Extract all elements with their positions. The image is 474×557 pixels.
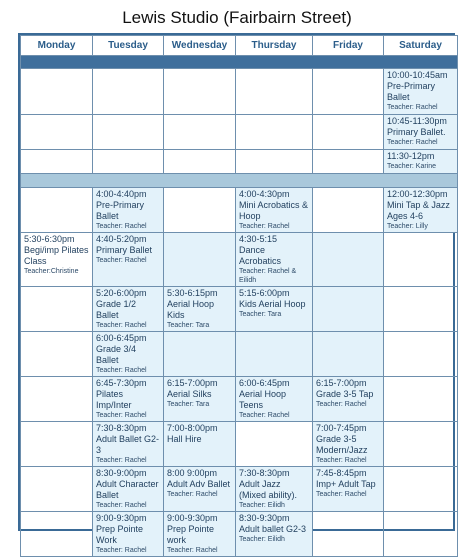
- teacher-name: Teacher: Rachel & Eilidh: [239, 268, 297, 284]
- empty-cell: [21, 287, 93, 332]
- time-slot-row: [21, 467, 458, 512]
- teacher-name: Teacher: Tara: [167, 401, 210, 408]
- empty-cell: [21, 512, 93, 557]
- class-cell-thursday: [236, 377, 313, 422]
- class-cell-friday: [313, 467, 384, 512]
- empty-cell: [236, 115, 313, 150]
- empty-cell: [21, 150, 93, 174]
- teacher-name: Teacher: Rachel: [96, 502, 147, 509]
- filled-cell: [313, 233, 384, 287]
- empty-cell: [21, 188, 93, 233]
- class-name: Aerial Hoop Teens: [239, 389, 287, 410]
- teacher-name: Teacher: Rachel: [96, 367, 147, 374]
- class-name: Kids Aerial Hoop: [239, 299, 306, 309]
- empty-cell: [384, 233, 458, 287]
- class-name: Hall Hire: [167, 434, 202, 444]
- empty-cell: [384, 512, 458, 557]
- teacher-name: Teacher: Rachel: [96, 412, 147, 419]
- class-cell-monday: [21, 233, 93, 287]
- empty-cell: [164, 150, 236, 174]
- teacher-name: Teacher: Rachel: [96, 223, 147, 230]
- empty-cell: [21, 422, 93, 467]
- class-cell-tuesday: [93, 512, 164, 557]
- class-name: Adult ballet G2-3: [239, 524, 307, 534]
- empty-cell: [313, 115, 384, 150]
- teacher-name: Teacher: Rachel: [96, 457, 147, 464]
- empty-cell: [313, 512, 384, 557]
- empty-cell: [93, 115, 164, 150]
- class-name: Pilates Imp/Inter: [96, 389, 132, 410]
- teacher-name: Teacher:Christine: [24, 268, 79, 275]
- class-name: Primary Ballet: [96, 245, 153, 255]
- class-cell-tuesday: [93, 332, 164, 377]
- page-title: Lewis Studio (Fairbairn Street): [122, 8, 352, 27]
- class-time: 10:45-11:30pm: [387, 116, 447, 126]
- timetable: [18, 33, 455, 554]
- time-slot-row: [21, 287, 458, 332]
- day-header-wednesday: Wednesday: [164, 36, 236, 56]
- empty-cell: [21, 377, 93, 422]
- class-cell-wednesday: [164, 467, 236, 512]
- class-time: 5:30-6:15pm: [167, 288, 218, 298]
- class-time: 9:00-9:30pm: [167, 513, 218, 523]
- empty-cell: [93, 69, 164, 115]
- day-header-friday: Friday: [313, 36, 384, 56]
- class-time: 11:30-12pm: [387, 151, 435, 161]
- class-cell-thursday: [236, 233, 313, 287]
- empty-cell: [21, 69, 93, 115]
- class-name: Aerial Silks: [167, 389, 212, 399]
- class-time: 4:40-5:20pm: [96, 234, 147, 244]
- class-name: Adult Adv Ballet: [167, 479, 231, 489]
- time-slot-row: [21, 150, 458, 174]
- class-name: Grade 3/4 Ballet: [96, 344, 137, 365]
- teacher-name: Teacher: Rachel: [96, 547, 147, 554]
- time-slot-row: [21, 233, 458, 287]
- class-cell-saturday: [384, 115, 458, 150]
- teacher-name: Teacher: Rachel: [96, 322, 147, 329]
- teacher-name: Teacher: Rachel: [387, 139, 438, 146]
- teacher-name: Teacher: Rachel: [239, 412, 290, 419]
- teacher-name: Teacher: Rachel: [387, 104, 438, 111]
- class-cell-tuesday: [93, 422, 164, 467]
- filled-cell: [164, 233, 236, 287]
- class-name: Prep Pointe Work: [96, 524, 144, 545]
- empty-cell: [236, 422, 313, 467]
- class-time: 5:30-6:30pm: [24, 234, 75, 244]
- class-time: 6:15-7:00pm: [167, 378, 218, 388]
- class-cell-friday: [313, 422, 384, 467]
- class-name: Pre-Primary Ballet: [387, 81, 436, 102]
- teacher-name: Teacher: Rachel: [167, 547, 218, 554]
- class-name: Mini Tap & Jazz Ages 4-6: [387, 200, 450, 221]
- filled-cell: [313, 332, 384, 377]
- class-cell-thursday: [236, 512, 313, 557]
- class-time: 6:45-7:30pm: [96, 378, 147, 388]
- section-divider: [21, 56, 458, 69]
- class-time: 6:15-7:00pm: [316, 378, 367, 388]
- day-header-thursday: Thursday: [236, 36, 313, 56]
- class-time: 8:30-9:00pm: [96, 468, 147, 478]
- class-cell-wednesday: [164, 377, 236, 422]
- empty-cell: [164, 69, 236, 115]
- section-divider: [21, 174, 458, 188]
- teacher-name: Teacher: Rachel: [316, 491, 367, 498]
- teacher-name: Teacher: Rachel: [239, 223, 290, 230]
- class-time: 7:45-8:45pm: [316, 468, 367, 478]
- empty-cell: [93, 150, 164, 174]
- teacher-name: Teacher: Eilidh: [239, 536, 285, 543]
- class-cell-thursday: [236, 188, 313, 233]
- teacher-name: Teacher: Rachel: [96, 257, 147, 264]
- class-cell-tuesday: [93, 377, 164, 422]
- class-time: 6:00-6:45pm: [96, 333, 147, 343]
- class-time: 4:30-5:15: [239, 234, 278, 244]
- class-time: 4:00-4:30pm: [239, 189, 290, 199]
- class-time: 8:00 9:00pm: [167, 468, 218, 478]
- class-cell-wednesday: [164, 422, 236, 467]
- class-name: Mini Acrobatics & Hoop: [239, 200, 309, 221]
- teacher-name: Teacher: Karine: [387, 163, 437, 170]
- class-time: 8:30-9:30pm: [239, 513, 290, 523]
- day-header-monday: Monday: [21, 36, 93, 56]
- teacher-name: Teacher: Rachel: [316, 401, 367, 408]
- empty-cell: [384, 332, 458, 377]
- class-name: Grade 1/2 Ballet: [96, 299, 137, 320]
- class-name: Adult Ballet G2-3: [96, 434, 160, 455]
- class-name: Imp+ Adult Tap: [316, 479, 376, 489]
- time-slot-row: [21, 512, 458, 557]
- class-time: 5:15-6:00pm: [239, 288, 290, 298]
- class-time: 7:00-8:00pm: [167, 423, 218, 433]
- empty-cell: [164, 115, 236, 150]
- class-time: 5:20-6:00pm: [96, 288, 147, 298]
- class-cell-wednesday: [164, 287, 236, 332]
- class-name: Adult Jazz (Mixed ability).: [239, 479, 298, 500]
- time-slot-row: [21, 115, 458, 150]
- class-cell-wednesday: [164, 512, 236, 557]
- empty-cell: [384, 287, 458, 332]
- empty-cell: [384, 422, 458, 467]
- class-cell-thursday: [236, 467, 313, 512]
- class-name: Adult Character Ballet: [96, 479, 159, 500]
- teacher-name: Teacher: Eilidh: [239, 502, 285, 509]
- class-cell-tuesday: [93, 188, 164, 233]
- class-name: Prep Pointe work: [167, 524, 215, 545]
- empty-cell: [21, 115, 93, 150]
- teacher-name: Teacher: Lilly: [387, 223, 428, 230]
- teacher-name: Teacher: Rachel: [316, 457, 367, 464]
- empty-cell: [21, 467, 93, 512]
- class-cell-tuesday: [93, 467, 164, 512]
- day-header-saturday: Saturday: [384, 36, 458, 56]
- class-name: Primary Ballet.: [387, 127, 446, 137]
- empty-cell: [236, 69, 313, 115]
- class-name: Dance Acrobatics: [239, 245, 282, 266]
- time-slot-row: [21, 332, 458, 377]
- class-time: 9:00-9:30pm: [96, 513, 147, 523]
- class-name: Aerial Hoop Kids: [167, 299, 215, 320]
- time-slot-row: [21, 188, 458, 233]
- class-time: 7:30-8:30pm: [239, 468, 290, 478]
- class-cell-tuesday: [93, 233, 164, 287]
- empty-cell: [313, 150, 384, 174]
- class-name: Begi/imp Pilates Class: [24, 245, 89, 266]
- time-slot-row: [21, 422, 458, 467]
- empty-cell: [313, 69, 384, 115]
- empty-cell: [164, 188, 236, 233]
- day-header-tuesday: Tuesday: [93, 36, 164, 56]
- class-time: 6:00-6:45pm: [239, 378, 290, 388]
- class-cell-thursday: [236, 287, 313, 332]
- filled-cell: [164, 332, 236, 377]
- empty-cell: [384, 377, 458, 422]
- class-name: Grade 3-5 Tap: [316, 389, 374, 399]
- class-cell-friday: [313, 377, 384, 422]
- empty-cell: [313, 188, 384, 233]
- time-slot-row: [21, 377, 458, 422]
- teacher-name: Teacher: Rachel: [167, 491, 218, 498]
- class-cell-saturday: [384, 188, 458, 233]
- class-time: 10:00-10:45am: [387, 70, 448, 80]
- class-time: 12:00-12:30pm: [387, 189, 448, 199]
- teacher-name: Teacher: Tara: [239, 311, 282, 318]
- class-time: 4:00-4:40pm: [96, 189, 147, 199]
- filled-cell: [313, 287, 384, 332]
- empty-cell: [21, 332, 93, 377]
- class-cell-saturday: [384, 69, 458, 115]
- teacher-name: Teacher: Tara: [167, 322, 210, 329]
- class-time: 7:00-7:45pm: [316, 423, 367, 433]
- empty-cell: [236, 150, 313, 174]
- time-slot-row: [21, 69, 458, 115]
- class-cell-tuesday: [93, 287, 164, 332]
- class-name: Pre-Primary Ballet: [96, 200, 145, 221]
- class-time: 7:30-8:30pm: [96, 423, 147, 433]
- class-cell-saturday: [384, 150, 458, 174]
- class-name: Grade 3-5 Modern/Jazz: [316, 434, 368, 455]
- filled-cell: [236, 332, 313, 377]
- empty-cell: [384, 467, 458, 512]
